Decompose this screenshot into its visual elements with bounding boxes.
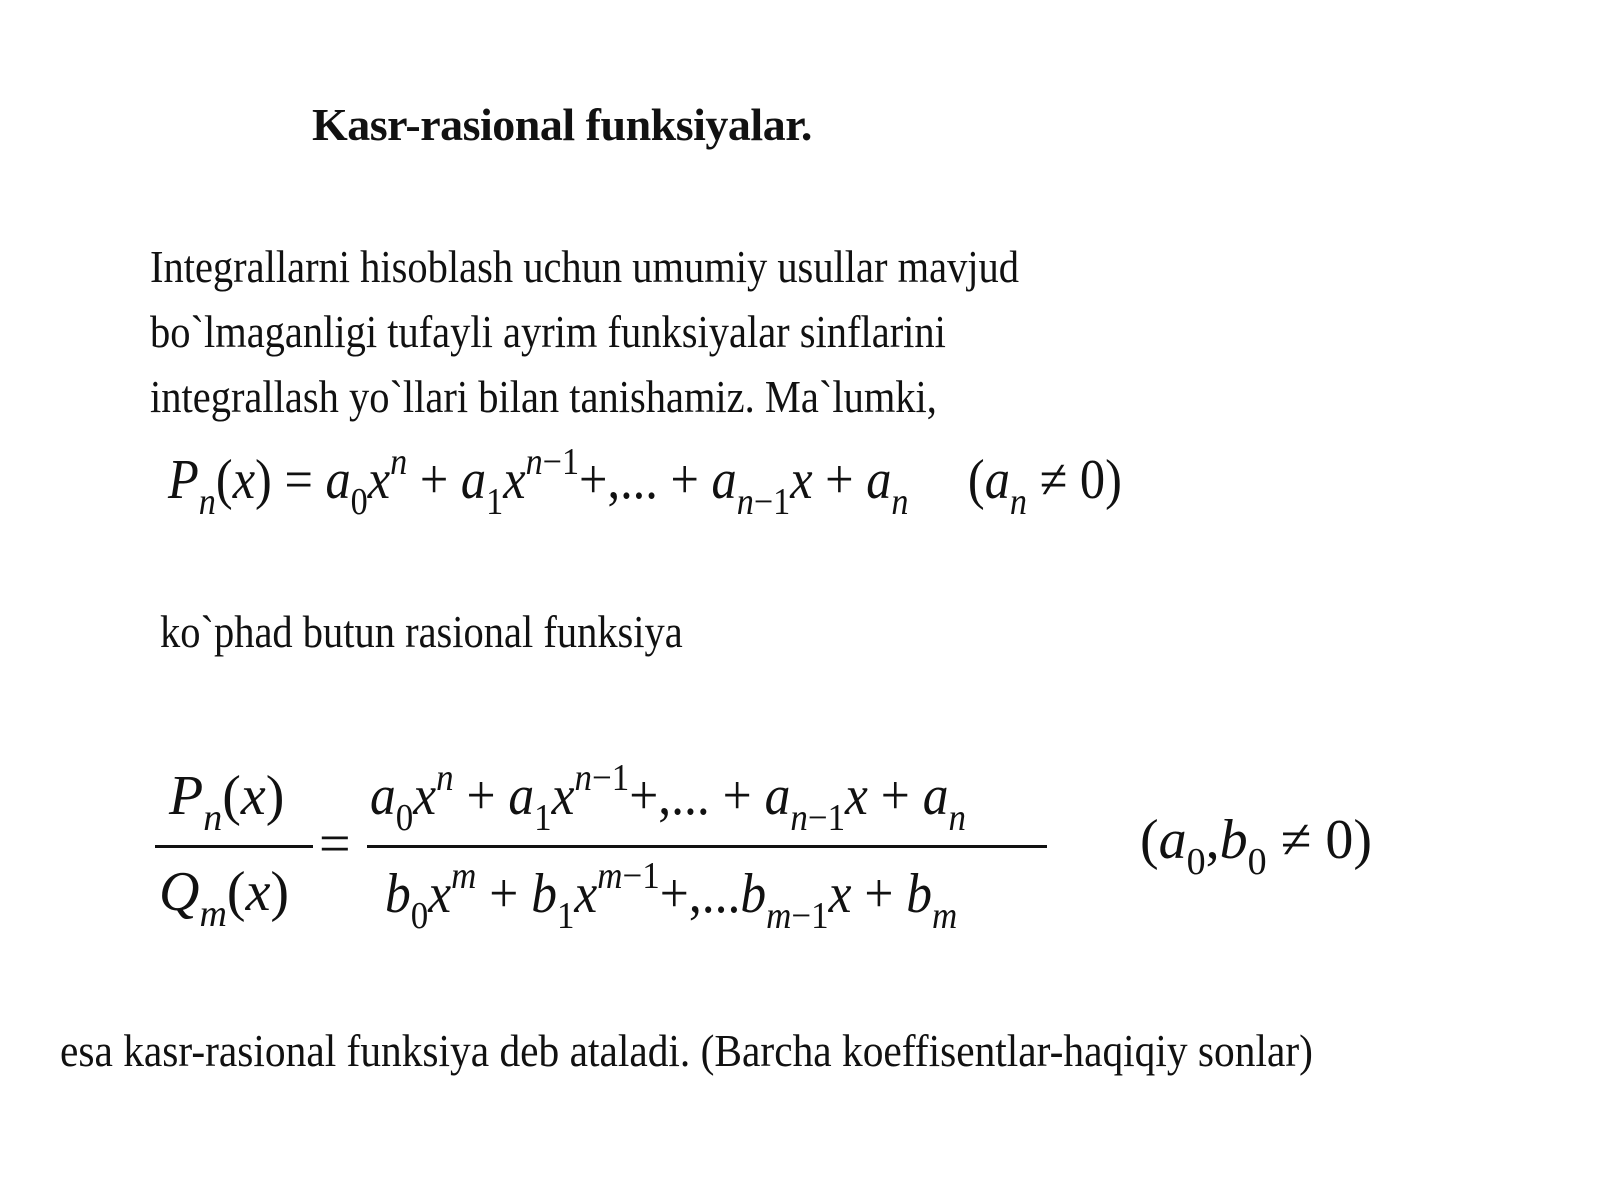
- right-fraction-bar: [367, 845, 1047, 848]
- polynomial-condition: $(a_n \ne 0)$: [967, 449, 1122, 523]
- rational-formula: [155, 750, 1255, 960]
- page-title: Kasr-rasional funksiyalar.: [312, 99, 812, 150]
- intro-paragraph: [150, 234, 1019, 429]
- left-numerator: $P_n(x)$: [169, 765, 285, 839]
- equals-sign: =: [319, 813, 351, 875]
- intro-line-2: bo`lmaganligi tufayli ayrim funksiyalar sinflarini: [150, 306, 946, 357]
- polynomial-description: ko`phad butun rasional funksiya: [160, 606, 683, 657]
- right-numerator: $a_0x^n + a_1x^{n-1}+$,... + $a_{n-1}x + a_n$: [370, 757, 966, 839]
- intro-line-3: integrallash yo`llari bilan tanishamiz. Ma`lumki,: [150, 371, 937, 422]
- polynomial-formula: $P_n(x) = a_0x^n + a_1x^{n-1}+$,... + $a_{n-1}x + a_n$ $(a_n \ne 0)$: [168, 441, 1122, 523]
- right-denominator: $b_0x^m + b_1x^{m-1}+,...b_{m-1}x + b_m$: [385, 855, 958, 937]
- left-denominator: $Q_m(x)$: [159, 861, 290, 935]
- rational-description: esa kasr-rasional funksiya deb ataladi. (Barcha koeffisentlar-haqiqiy sonlar): [60, 1025, 1313, 1076]
- intro-line-1: Integrallarni hisoblash uchun umumiy usullar mavjud: [150, 241, 1020, 292]
- left-fraction-bar: [155, 845, 313, 848]
- rational-condition: $(a_0,b_0 \ne 0)$: [1140, 809, 1373, 883]
